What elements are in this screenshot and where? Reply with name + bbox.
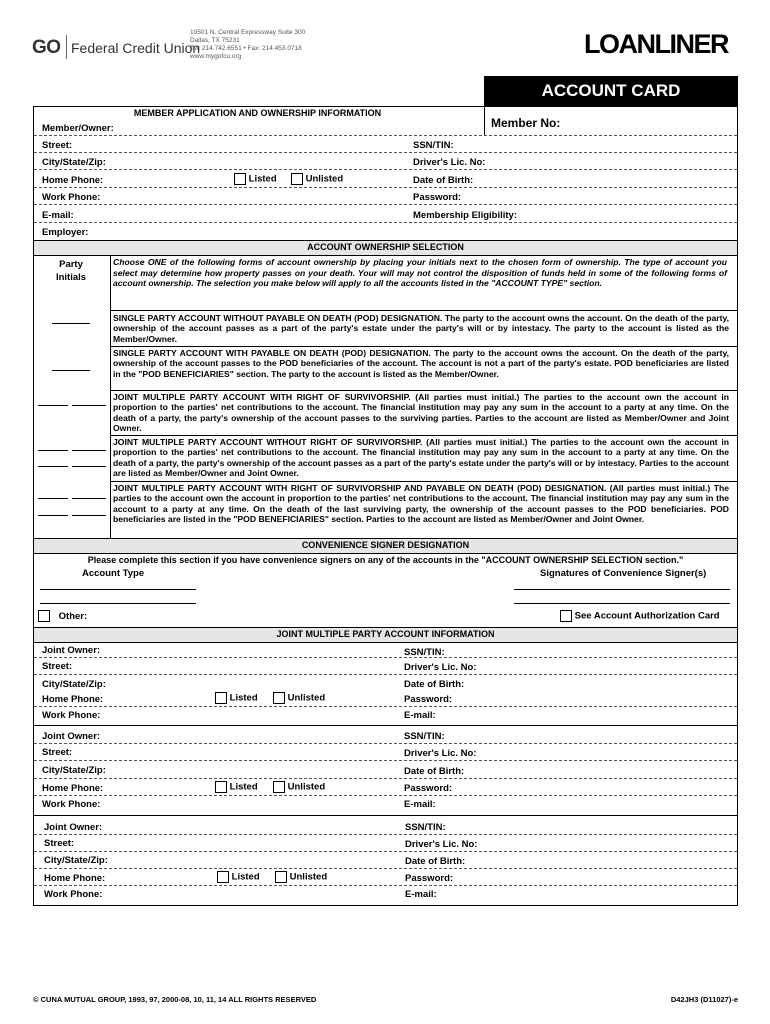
joint-drivers-label: Driver's Lic. No: [404, 662, 477, 673]
logo-divider [66, 35, 67, 59]
joint-work-phone-label: Work Phone: [42, 799, 101, 810]
joint-ssn-label: SSN/TIN: [405, 822, 446, 833]
unlisted-checkbox[interactable] [275, 871, 287, 883]
joint-work-phone-label: Work Phone: [44, 889, 103, 900]
drivers-label: Driver's Lic. No: [413, 157, 486, 168]
initials-line[interactable] [72, 515, 106, 516]
joint-dob-label: Date of Birth: [404, 766, 465, 777]
initials-line[interactable] [38, 466, 68, 467]
joint-section-title: JOINT MULTIPLE PARTY ACCOUNT INFORMATION [276, 629, 495, 639]
listed-checkbox[interactable] [217, 871, 229, 883]
option-divider [110, 346, 737, 347]
divider [484, 106, 485, 136]
account-type-label: Account Type [82, 568, 145, 579]
initials-line[interactable] [72, 498, 106, 499]
row-line [34, 222, 737, 223]
party-label: Party [59, 259, 83, 270]
other-option[interactable] [38, 610, 87, 622]
member-owner-label: Member/Owner: [42, 123, 114, 134]
initials-line[interactable] [38, 498, 68, 499]
row-line [34, 760, 737, 761]
listed-label: Listed [229, 781, 258, 793]
joint-ssn-label: SSN/TIN: [404, 731, 445, 742]
joint-unlisted-option[interactable] [275, 871, 327, 883]
unlisted-label: Unlisted [287, 781, 326, 793]
party-initials-header [40, 258, 102, 284]
joint-street-label: Street: [44, 838, 75, 849]
joint-owner-label: Joint Owner: [42, 731, 101, 742]
member-section-title: MEMBER APPLICATION AND OWNERSHIP INFORMATION [133, 108, 382, 118]
joint-home-phone-label: Home Phone: [44, 873, 106, 884]
joint-email-label: E-mail: [404, 710, 436, 721]
joint-listed-option[interactable] [215, 692, 258, 704]
option-divider [110, 435, 737, 436]
joint-unlisted-option[interactable] [273, 781, 325, 793]
row-line [34, 795, 737, 796]
password-label: Password: [413, 192, 462, 203]
email-label: E-mail: [42, 210, 74, 221]
option-divider [110, 310, 737, 311]
row-line [34, 706, 737, 707]
row-line [34, 152, 737, 153]
go-logo: GO [32, 37, 61, 58]
address-line: Dallas, TX 75231 [190, 37, 240, 44]
option-joint-no-survivorship: JOINT MULTIPLE PARTY ACCOUNT WITHOUT RIGHT OF SURVIVORSHIP. (All parties must initial.) The parties to the account own the account in proportion to the parties' net contributions to the account. The financial institution may pay any sum in the account to a party at any time. On the death of a party, the party's ownership of the account passes as a part of the party's estate under the party's will or by intestacy. Parties to the account are listed as Member/Owner and Joint Owner. [113, 437, 729, 479]
joint-city-label: City/State/Zip: [42, 765, 106, 776]
initials-line[interactable] [72, 405, 106, 406]
row-line [34, 834, 737, 835]
street-label: Street: [42, 140, 73, 151]
initials-line[interactable] [72, 466, 106, 467]
employer-label: Employer: [42, 227, 89, 238]
unlisted-checkbox[interactable] [273, 692, 285, 704]
unlisted-checkbox[interactable] [291, 173, 303, 185]
listed-label: Listed [231, 871, 260, 883]
home-phone-label: Home Phone: [42, 175, 104, 186]
other-checkbox[interactable] [38, 610, 50, 622]
row-line [34, 885, 737, 886]
initials-line[interactable] [72, 450, 106, 451]
listed-checkbox[interactable] [215, 781, 227, 793]
see-card-option[interactable] [560, 610, 720, 622]
loanliner-logo: LOANLINER [584, 29, 728, 59]
listed-label: Listed [248, 173, 277, 185]
option-divider [110, 390, 737, 391]
block-divider [34, 815, 737, 816]
joint-drivers-label: Driver's Lic. No: [405, 839, 478, 850]
signature-line[interactable] [514, 603, 730, 604]
address-block [190, 29, 305, 61]
option-single-no-pod: SINGLE PARTY ACCOUNT WITHOUT PAYABLE ON DEATH (POD) DESIGNATION. The party to the account owns the account. On the death of the party, ownership of the account passes as a part of the party's estate under the party's will or by intestacy. The party to the account is listed as the Member/Owner. [113, 313, 729, 344]
account-card-banner: ACCOUNT CARD [484, 76, 738, 106]
account-type-line[interactable] [40, 603, 196, 604]
listed-option[interactable] [234, 173, 277, 185]
address-line: Tel: 214.742.6551 • Fax: 214.453.0718 [190, 45, 302, 52]
fcu-name: Federal Credit Union [71, 40, 201, 56]
initials-line[interactable] [38, 515, 68, 516]
joint-owner-label: Joint Owner: [44, 822, 103, 833]
row-line [34, 868, 737, 869]
listed-label: Listed [229, 692, 258, 704]
row-line [34, 851, 737, 852]
joint-street-label: Street: [42, 661, 73, 672]
joint-owner-label: Joint Owner: [42, 645, 101, 656]
signature-line[interactable] [514, 589, 730, 590]
block-divider [34, 725, 737, 726]
copyright: © CUNA MUTUAL GROUP, 1993, 97, 2000-08, 10, 11, 14 ALL RIGHTS RESERVED [33, 995, 317, 1004]
account-type-line[interactable] [40, 589, 196, 590]
ownership-section-title: ACCOUNT OWNERSHIP SELECTION [307, 242, 464, 252]
member-no-label: Member No: [491, 116, 561, 130]
joint-street-label: Street: [42, 747, 73, 758]
initials-line[interactable] [38, 405, 68, 406]
ownership-intro: Choose ONE of the following forms of account ownership by placing your initials next to the chosen form of ownership. The type of account you select may determine how property passes on your death. Your will may not control the disposition of funds held in some of the following forms of account ownership. The selection you make below will apply to all the accounts listed in the "ACCOUNT TYPE" section. [113, 257, 727, 288]
joint-home-phone-label: Home Phone: [42, 783, 104, 794]
unlisted-checkbox[interactable] [273, 781, 285, 793]
option-joint-survivorship: JOINT MULTIPLE PARTY ACCOUNT WITH RIGHT OF SURVIVORSHIP. (All parties must initial.) The parties to the account own the account in proportion to the parties' net contributions to the account. The financial institution may pay any sum in the account to a party at any time. On the death of a party, the party's ownership of the account passes to the surviving parties. Parties to the account are listed as Member/Owner and Joint Owner. [113, 392, 729, 434]
address-line: 10501 N. Central Expressway Suite 300 [190, 29, 306, 36]
row-line [34, 135, 737, 136]
initials-line[interactable] [52, 323, 90, 324]
joint-ssn-label: SSN/TIN: [404, 647, 445, 658]
joint-city-label: City/State/Zip: [42, 679, 106, 690]
dob-label: Date of Birth: [413, 175, 474, 186]
signatures-label: Signatures of Convenience Signer(s) [540, 568, 707, 579]
ssn-label: SSN/TIN: [413, 140, 454, 151]
convenience-instruction: Please complete this section if you have convenience signers on any of the accounts in the "ACCOUNT OWNERSHIP SELECTION section." [87, 555, 684, 565]
convenience-section-title: CONVENIENCE SIGNER DESIGNATION [301, 540, 470, 550]
unlisted-label: Unlisted [289, 871, 328, 883]
see-card-label: See Account Authorization Card [574, 610, 720, 622]
joint-password-label: Password: [404, 783, 453, 794]
initials-line[interactable] [38, 450, 68, 451]
joint-email-label: E-mail: [405, 889, 437, 900]
initials-column-divider [110, 255, 111, 538]
see-card-checkbox[interactable] [560, 610, 572, 622]
joint-listed-option[interactable] [217, 871, 260, 883]
option-single-pod: SINGLE PARTY ACCOUNT WITH PAYABLE ON DEATH (POD) DESIGNATION. The party to the account owns the account. On the death of the party, ownership of the account passes to the POD beneficiaries of the account. The account is not a part of the party's estate. POD beneficiaries are listed in the "POD BENEFICIARIES" section. The party to the account is listed as the Member/Owner. [113, 348, 729, 379]
joint-email-label: E-mail: [404, 799, 436, 810]
work-phone-label: Work Phone: [42, 192, 101, 203]
row-line [34, 204, 737, 205]
option-divider [110, 481, 737, 482]
joint-dob-label: Date of Birth: [404, 679, 465, 690]
joint-password-label: Password: [405, 873, 454, 884]
joint-home-phone-label: Home Phone: [42, 694, 104, 705]
row-line [34, 657, 737, 658]
joint-city-label: City/State/Zip: [44, 855, 108, 866]
other-label: Other: [58, 610, 88, 622]
form-code: D42JH3 (D11027)-e [670, 995, 738, 1004]
row-line [34, 674, 737, 675]
row-line [34, 778, 737, 779]
city-label: City/State/Zip: [42, 157, 106, 168]
initials-line[interactable] [52, 370, 90, 371]
unlisted-label: Unlisted [305, 173, 344, 185]
joint-listed-option[interactable] [215, 781, 258, 793]
initials-label: Initials [55, 272, 87, 283]
listed-checkbox[interactable] [215, 692, 227, 704]
joint-work-phone-label: Work Phone: [42, 710, 101, 721]
joint-unlisted-option[interactable] [273, 692, 325, 704]
joint-drivers-label: Driver's Lic. No: [404, 748, 477, 759]
unlisted-label: Unlisted [287, 692, 326, 704]
listed-checkbox[interactable] [234, 173, 246, 185]
unlisted-option[interactable] [291, 173, 343, 185]
address-line: www.mygofcu.org [190, 53, 242, 60]
eligibility-label: Membership Eligibility: [413, 210, 517, 221]
row-line [34, 743, 737, 744]
option-joint-survivorship-pod: JOINT MULTIPLE PARTY ACCOUNT WITH RIGHT OF SURVIVORSHIP AND PAYABLE ON DEATH (POD) DESIGNATION. (All parties must initial.) The parties to the account own the account in proportion to the parties' net contributions to the account. The financial institution may pay any sum in the account to a party at any time. On the death of the last surviving party, the ownership of the account passes to the POD beneficiaries. POD beneficiaries are listed in the "POD BENEFICIARIES" section. Parties to the account are listed as Member/Owner and Joint Owner. [113, 483, 729, 525]
joint-dob-label: Date of Birth: [405, 856, 466, 867]
row-line [34, 169, 737, 170]
joint-password-label: Password: [404, 694, 453, 705]
row-line [34, 187, 737, 188]
